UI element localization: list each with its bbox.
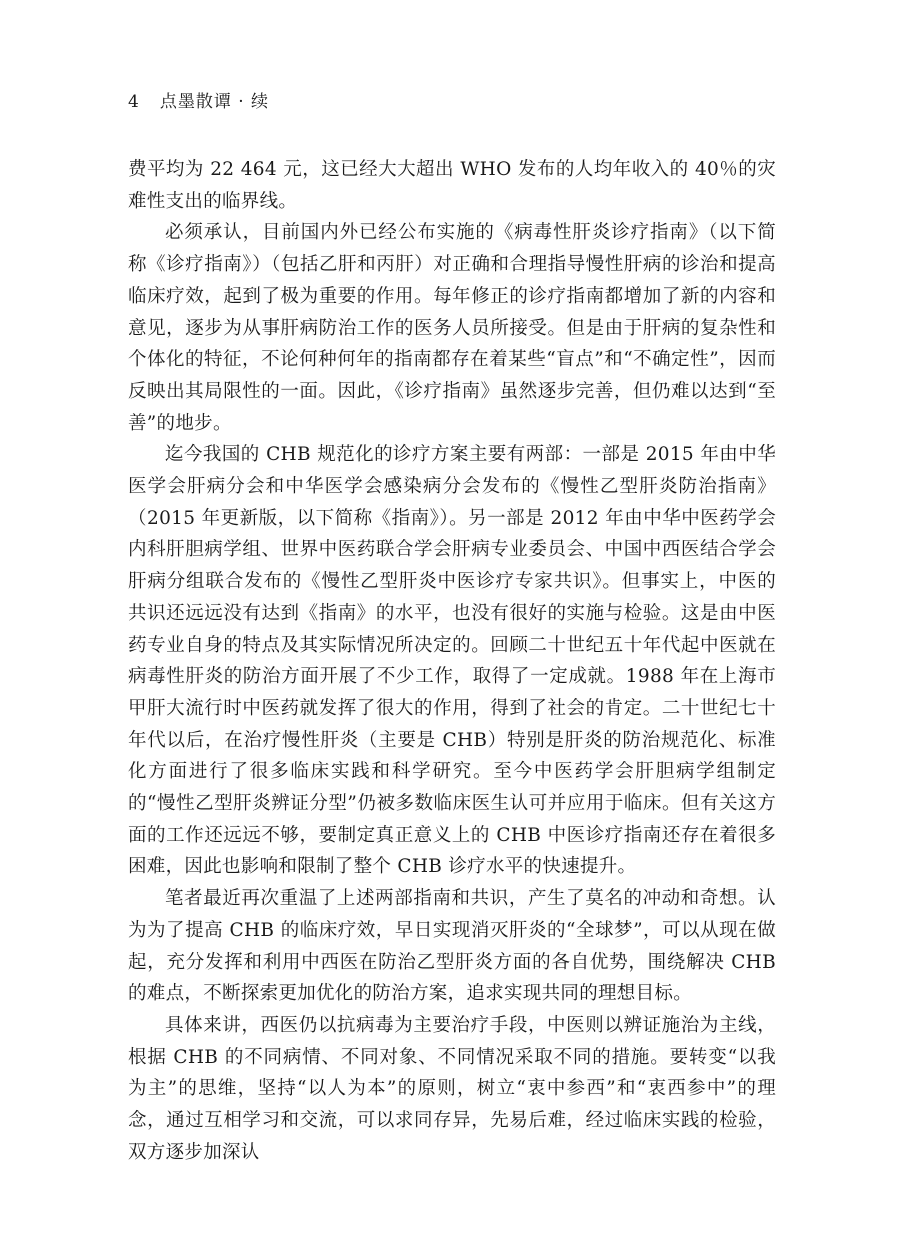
- paragraph-continued: 费平均为 22 464 元，这已经大大超出 WHO 发布的人均年收入的 40％的灾难性支出的临界线。: [128, 159, 776, 212]
- paragraph: 必须承认，目前国内外已经公布实施的《病毒性肝炎诊疗指南》（以下简称《诊疗指南》）（包括乙肝和丙肝）对正确和合理指导慢性肝病的诊治和提高临床疗效，起到了极为重要的作用。每年修正的诊疗指南都增加了新的内容和意见，逐步为从事肝病防治工作的医务人员所接受。但是由于肝病的复杂性和个体化的特征，不论何种何年的指南都存在着某些“盲点”和“不确定性”，因而反映出其局限性的一面。因此，《诊疗指南》虽然逐步完善，但仍难以达到“至善”的地步。: [128, 222, 776, 434]
- running-header: [128, 90, 269, 114]
- paragraph: 笔者最近再次重温了上述两部指南和共识，产生了莫名的冲动和奇想。认为为了提高 CHB 的临床疗效，早日实现消灭肝炎的“全球梦”，可以从现在做起，充分发挥和利用中西医在防治乙型肝炎方面的各自优势，围绕解决 CHB 的难点，不断探索更加优化的防治方案，追求实现共同的理想目标。: [128, 888, 776, 1005]
- paragraph: 具体来讲，西医仍以抗病毒为主要治疗手段，中医则以辨证施治为主线，根据 CHB 的不同病情、不同对象、不同情况采取不同的措施。要转变“以我为主”的思维，坚持“以人为本”的原则，树立“衷中参西”和“衷西参中”的理念，通过互相学习和交流，可以求同存异，先易后难，经过临床实践的检验，双方逐步加深认: [128, 1014, 776, 1163]
- page-number: 4: [128, 92, 140, 112]
- paragraph: 迄今我国的 CHB 规范化的诊疗方案主要有两部：一部是 2015 年由中华医学会肝病分会和中华医学会感染病分会发布的《慢性乙型肝炎防治指南》（2015 年更新版，以下简称《指南》）。另一部是 2012 年由中华中医药学会内科肝胆病学组、世界中医药联合学会肝病专业委员会、中国中西医结合学会肝病分组联合发布的《慢性乙型肝炎中医诊疗专家共识》。但事实上，中医的共识还远远没有达到《指南》的水平，也没有很好的实施与检验。这是由中医药专业自身的特点及其实际情况所决定的。回顾二十世纪五十年代起中医就在病毒性肝炎的防治方面开展了不少工作，取得了一定成就。1988 年在上海市甲肝大流行时中医药就发挥了很大的作用，得到了社会的肯定。二十世纪七十年代以后，在治疗慢性肝炎（主要是 CHB）特别是肝炎的防治规范化、标准化方面进行了很多临床实践和科学研究。至今中医药学会肝胆病学组制定的“慢性乙型肝炎辨证分型”仍被多数临床医生认可并应用于临床。但有关这方面的工作还远远不够，要制定真正意义上的 CHB 中医诊疗指南还存在着很多困难，因此也影响和限制了整个 CHB 诊疗水平的快速提升。: [128, 444, 776, 878]
- book-page: [128, 0, 776, 1258]
- body-text: [128, 154, 776, 1169]
- book-title: 点墨散谭 · 续: [159, 92, 270, 112]
